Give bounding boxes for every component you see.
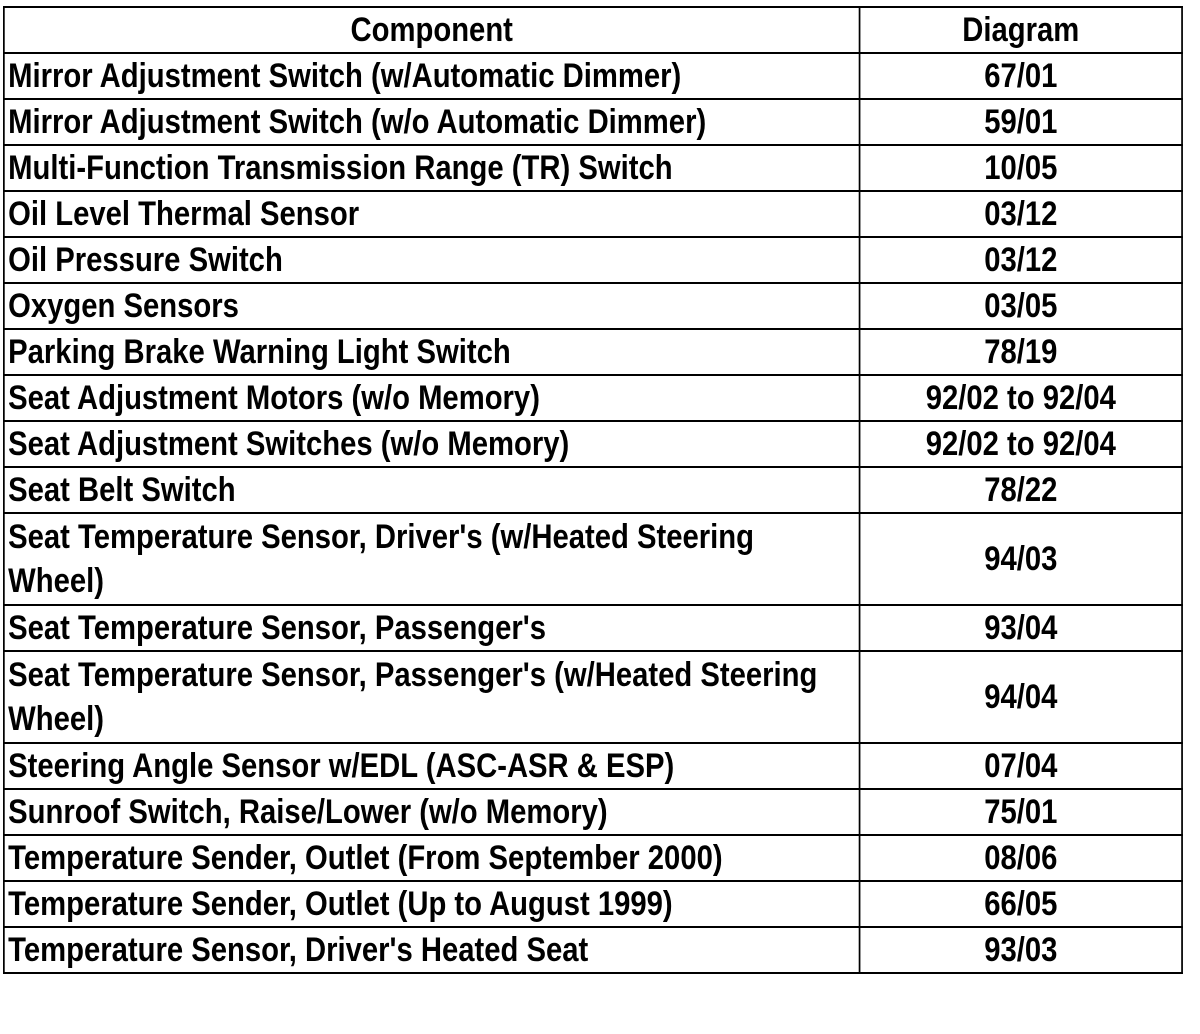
component-cell: Seat Temperature Sensor, Driver's (w/Heated Steering Wheel) — [4, 513, 860, 605]
table-row — [4, 881, 1182, 927]
diagram-cell: 94/04 — [860, 651, 1183, 743]
diagram-cell: 03/05 — [860, 283, 1183, 329]
diagram-cell: 78/22 — [860, 467, 1183, 513]
diagram-cell: 07/04 — [860, 743, 1183, 789]
table-row — [4, 605, 1182, 651]
table-row — [4, 835, 1182, 881]
table-row — [4, 375, 1182, 421]
component-cell: Seat Belt Switch — [4, 467, 860, 513]
table-row — [4, 421, 1182, 467]
table-row — [4, 789, 1182, 835]
component-cell: Temperature Sender, Outlet (Up to August 1999) — [4, 881, 860, 927]
diagram-cell: 92/02 to 92/04 — [860, 375, 1183, 421]
component-cell: Mirror Adjustment Switch (w/o Automatic Dimmer) — [4, 99, 860, 145]
table-row — [4, 53, 1182, 99]
component-column-header: Component — [4, 7, 860, 53]
component-cell: Oil Pressure Switch — [4, 237, 860, 283]
table-row — [4, 927, 1182, 973]
component-cell: Seat Adjustment Motors (w/o Memory) — [4, 375, 860, 421]
table-row — [4, 743, 1182, 789]
component-cell: Oil Level Thermal Sensor — [4, 191, 860, 237]
component-cell: Multi-Function Transmission Range (TR) Switch — [4, 145, 860, 191]
component-cell: Seat Temperature Sensor, Passenger's (w/Heated Steering Wheel) — [4, 651, 860, 743]
component-cell: Seat Adjustment Switches (w/o Memory) — [4, 421, 860, 467]
component-cell: Parking Brake Warning Light Switch — [4, 329, 860, 375]
component-cell: Mirror Adjustment Switch (w/Automatic Dimmer) — [4, 53, 860, 99]
diagram-column-header: Diagram — [860, 7, 1183, 53]
table-row — [4, 513, 1182, 605]
table-row — [4, 237, 1182, 283]
component-cell: Sunroof Switch, Raise/Lower (w/o Memory) — [4, 789, 860, 835]
component-diagram-table-container — [3, 6, 1200, 974]
table-row — [4, 191, 1182, 237]
diagram-cell: 93/03 — [860, 927, 1183, 973]
component-cell: Steering Angle Sensor w/EDL (ASC-ASR & ESP) — [4, 743, 860, 789]
diagram-cell: 78/19 — [860, 329, 1183, 375]
component-cell: Seat Temperature Sensor, Passenger's — [4, 605, 860, 651]
diagram-cell: 66/05 — [860, 881, 1183, 927]
component-cell: Temperature Sender, Outlet (From September 2000) — [4, 835, 860, 881]
diagram-cell: 75/01 — [860, 789, 1183, 835]
diagram-cell: 08/06 — [860, 835, 1183, 881]
table-row — [4, 467, 1182, 513]
diagram-cell: 03/12 — [860, 237, 1183, 283]
component-cell: Oxygen Sensors — [4, 283, 860, 329]
diagram-cell: 03/12 — [860, 191, 1183, 237]
diagram-cell: 59/01 — [860, 99, 1183, 145]
table-header-row — [4, 7, 1182, 53]
table-row — [4, 99, 1182, 145]
table-row — [4, 145, 1182, 191]
diagram-cell: 94/03 — [860, 513, 1183, 605]
diagram-cell: 10/05 — [860, 145, 1183, 191]
table-row — [4, 283, 1182, 329]
diagram-cell: 92/02 to 92/04 — [860, 421, 1183, 467]
diagram-cell: 67/01 — [860, 53, 1183, 99]
table-row — [4, 651, 1182, 743]
diagram-cell: 93/04 — [860, 605, 1183, 651]
component-cell: Temperature Sensor, Driver's Heated Seat — [4, 927, 860, 973]
table-row — [4, 329, 1182, 375]
component-diagram-table — [3, 6, 1183, 974]
